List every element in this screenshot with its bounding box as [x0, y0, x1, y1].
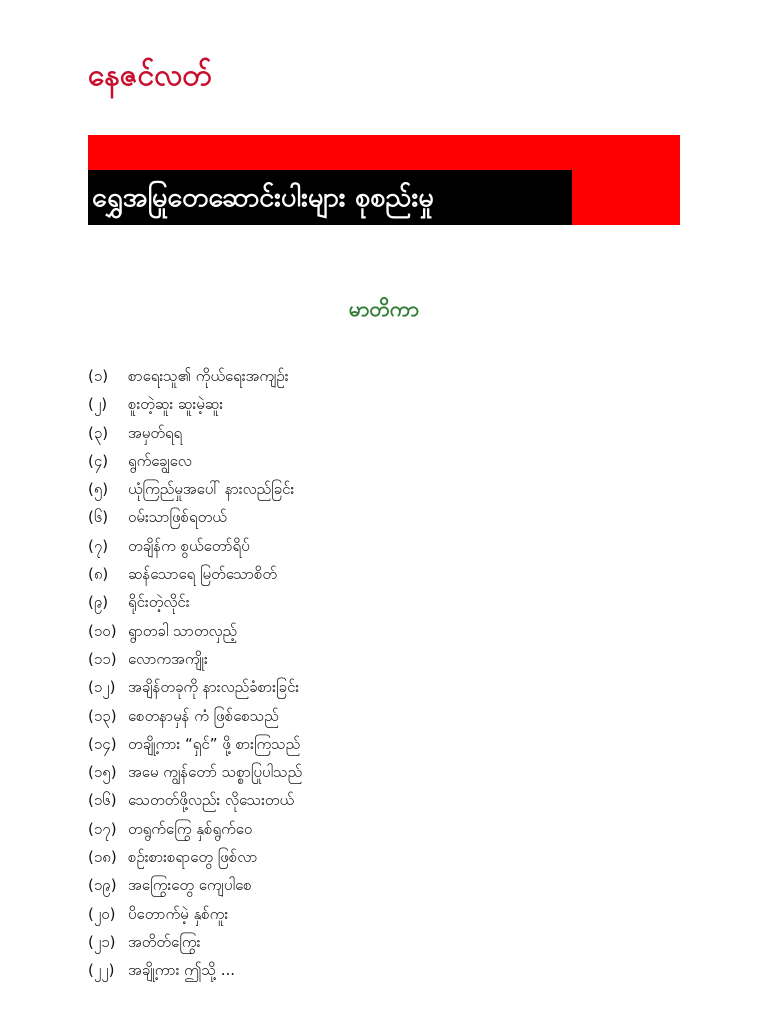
toc-entry-number: (၆): [88, 508, 109, 527]
toc-entry-number: (၂၀): [88, 904, 116, 923]
toc-entry: [88, 560, 688, 588]
toc-entry-number: (၁): [88, 367, 109, 385]
title-banner: [88, 135, 680, 225]
toc-entry-number: (၁၇): [88, 819, 117, 838]
toc-entry-title: လောကအကျိုး: [128, 649, 208, 668]
toc-entry: [88, 419, 688, 447]
book-title: ရွှေအမြုတေဆောင်းပါးများ စုစည်းမှု: [88, 170, 572, 225]
toc-entry-title: စာရေးသူ၏ ကိုယ်ရေးအကျဉ်း: [128, 367, 289, 385]
toc-entry: [88, 843, 688, 871]
toc-entry-title: စေတနာမှန် ကံ ဖြစ်စေသည်: [128, 706, 279, 725]
table-of-contents: [88, 362, 688, 985]
toc-entry-title: အကြွေးတွေ ကျေပါစေ: [128, 876, 252, 895]
toc-entry-title: ဆန်သောရေ မြတ်သောစိတ်: [128, 565, 277, 584]
author-name: နေဇင်လတ်: [88, 58, 212, 93]
contents-heading: မာတိကာ: [348, 297, 420, 321]
toc-entry: [88, 730, 688, 758]
toc-entry-title: ပိတောက်မဲ့ နှစ်ကူး: [128, 904, 229, 923]
toc-entry-title: စူးတဲ့ဆူး ဆူးမဲ့ဆူး: [128, 395, 224, 414]
toc-entry-title: အချိန်တခုကို နားလည်ခံစားခြင်း: [128, 678, 300, 697]
toc-entry-number: (၁၄): [88, 734, 117, 753]
toc-entry-title: အမေ ကျွန်တော် သစ္စာပြုပါသည်: [128, 763, 303, 782]
toc-entry-number: (၃): [88, 423, 109, 442]
toc-entry-title: အမှတ်ရရ: [128, 423, 183, 442]
toc-entry: [88, 786, 688, 814]
toc-entry-number: (၈): [88, 565, 109, 584]
toc-entry-number: (၁၁): [88, 649, 117, 668]
toc-entry: [88, 758, 688, 786]
toc-entry: [88, 475, 688, 503]
toc-entry-number: (၉): [88, 593, 109, 612]
toc-entry-number: (၁၈): [88, 848, 117, 867]
toc-entry: [88, 956, 688, 984]
toc-entry-title: ဝမ်းသာဖြစ်ရတယ်: [128, 508, 227, 527]
toc-entry: [88, 928, 688, 956]
toc-entry-number: (၄): [88, 451, 109, 470]
toc-entry: [88, 900, 688, 928]
toc-entry-number: (၁၂): [88, 678, 116, 697]
toc-entry-number: (၁၃): [88, 706, 117, 725]
toc-entry: [88, 673, 688, 701]
toc-entry-title: ယုံကြည်မှုအပေါ် နားလည်ခြင်း: [128, 480, 295, 499]
toc-entry: [88, 815, 688, 843]
toc-entry: [88, 532, 688, 560]
toc-entry-number: (၂၂): [88, 961, 115, 980]
toc-entry: [88, 645, 688, 673]
toc-entry-title: တချိန်က စွယ်တော်ရိပ်: [128, 536, 250, 555]
toc-entry-title: တရွက်ကြွေ နှစ်ရွက်ဝေ: [128, 819, 253, 838]
toc-entry-title: ရွက်ချွေလေ: [128, 451, 192, 470]
toc-entry-number: (၅): [88, 480, 109, 499]
toc-entry-title: အတိတ်ကြွေး: [128, 932, 201, 951]
toc-entry: [88, 871, 688, 899]
toc-entry-title: ရွာတခါ သာတလှည့်: [128, 621, 238, 640]
toc-entry: [88, 617, 688, 645]
toc-entry-number: (၇): [88, 536, 109, 555]
toc-entry: [88, 362, 688, 390]
toc-entry-number: (၁၀): [88, 621, 117, 640]
toc-entry: [88, 447, 688, 475]
toc-entry-number: (၁၉): [88, 876, 117, 895]
toc-entry-title: ရိုင်းတဲ့လိုင်း: [128, 593, 190, 612]
toc-entry-title: အချို့ကား ဤသို့ ...: [128, 961, 236, 980]
toc-entry: [88, 503, 688, 531]
toc-entry-number: (၁၆): [88, 791, 117, 810]
toc-entry-title: တချို့ကား “ရှင်” ဖို့ စားကြသည်: [128, 734, 301, 753]
toc-entry-number: (၂၁): [88, 932, 116, 951]
toc-entry-title: စဉ်းစားစရာတွေ ဖြစ်လာ: [128, 848, 258, 867]
toc-entry: [88, 390, 688, 418]
toc-entry-title: သေတတ်ဖို့လည်း လိုသေးတယ်: [128, 791, 295, 810]
toc-entry-number: (၂): [88, 395, 108, 414]
toc-entry-number: (၁၅): [88, 763, 117, 782]
toc-entry: [88, 702, 688, 730]
toc-entry: [88, 588, 688, 616]
